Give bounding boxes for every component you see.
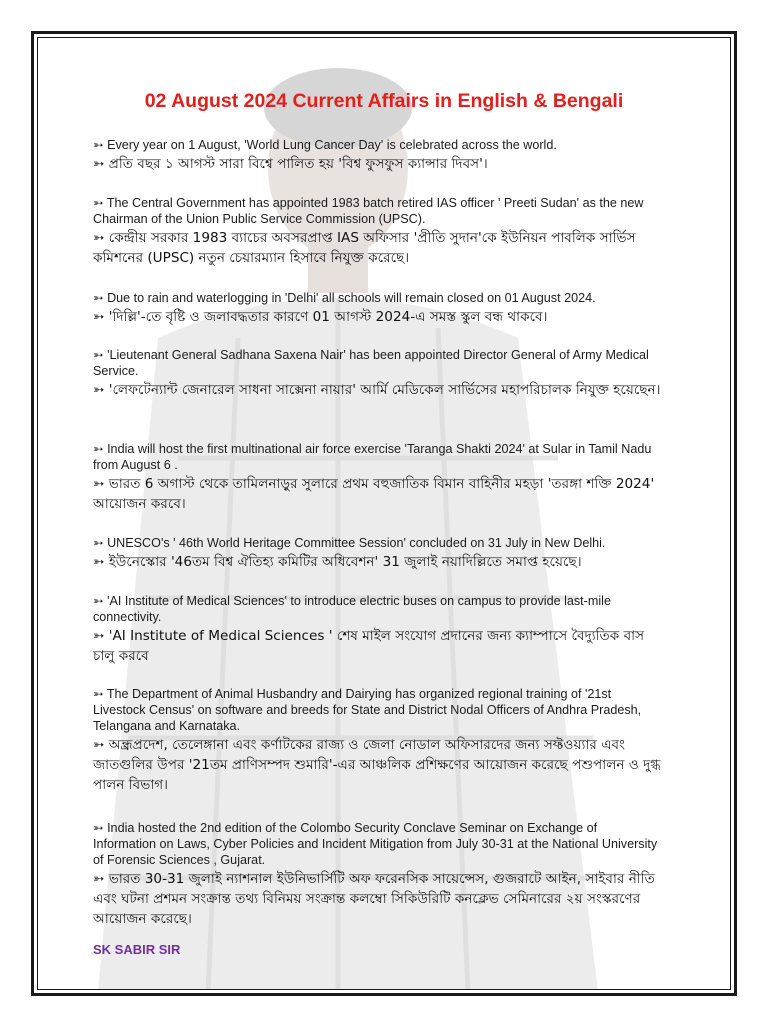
news-item-english [93,347,663,379]
news-item-2 [93,195,663,268]
news-item-bengali [93,154,663,174]
arrow-bullet-icon: ➳ [93,230,105,246]
arrow-bullet-icon: ➳ [93,195,104,210]
arrow-bullet-icon: ➳ [93,554,105,570]
arrow-bullet-icon: ➳ [93,309,105,325]
news-item-english [93,441,663,473]
english-text: 'Lieutenant General Sadhana Saxena Nair' has been appointed Director General of Army Medical Service. [93,348,649,378]
news-item-4 [93,347,663,400]
news-item-1 [93,137,663,174]
news-item-english [93,593,663,625]
news-item-english [93,686,663,734]
english-text: India hosted the 2nd edition of the Colombo Security Conclave Seminar on Exchange of Information on Laws, Cyber Policies and Incident Mitigation from July 30-31 at the National University of Forensic Sciences , Gujarat. [93,821,658,867]
english-text: Due to rain and waterlogging in 'Delhi' all schools will remain closed on 01 August 2024. [107,291,596,305]
news-item-bengali [93,380,663,400]
news-item-english [93,535,663,551]
arrow-bullet-icon: ➳ [93,737,105,753]
news-item-bengali [93,552,663,572]
bengali-text: 'দিল্লি'-তে বৃষ্টি ও জলাবদ্ধতার কারণে 01 আগস্ট 2024-এ সমস্ত স্কুল বন্ধ থাকবে। [108,309,548,325]
arrow-bullet-icon: ➳ [93,290,104,305]
bengali-text: প্রতি বছর ১ আগস্ট সারা বিশ্বে পালিত হয় 'বিশ্ব ফুসফুস ক্যান্সার দিবস'। [108,156,488,172]
bengali-text: ভারত 6 অগাস্ট থেকে তামিলনাড়ুর সুলারে প্রথম বহুজাতিক বিমান বাহিনীর মহড়া 'তরঙ্গা শক্তি 2024' আয়োজন করবে। [93,476,655,512]
arrow-bullet-icon: ➳ [93,137,104,152]
news-item-bengali [93,869,663,929]
bengali-text: কেন্দ্রীয় সরকার 1983 ব্যাচের অবসরপ্রাপ্ত IAS অফিসার 'প্রীতি সুদান'কে ইউনিয়ন পাবলিক সার্ভিস কমিশনের (UPSC) নতুন চেয়ারম্যান হিসাবে নিযুক্ত করেছে। [93,230,636,266]
news-item-bengali [93,735,663,795]
news-item-english [93,137,663,153]
news-item-english [93,290,663,306]
news-item-english [93,820,663,868]
bengali-text: ভারত 30-31 জুলাই ন্যাশনাল ইউনিভার্সিটি অফ ফরেনসিক সায়েন্সেস, গুজরাটে আইন, সাইবার নীতি এবং ঘটনা প্রশমন সংক্রান্ত তথ্য বিনিময় সংক্রান্ত কলম্বো সিকিউরিটি কনক্লেভ সেমিনারের ২য় সংস্করণের আয়োজন করেছে। [93,871,655,927]
news-item-bengali [93,228,663,268]
arrow-bullet-icon: ➳ [93,441,104,456]
english-text: India will host the first multinational air force exercise 'Taranga Shakti 2024' at Sular in Tamil Nadu from August 6 . [93,442,652,472]
arrow-bullet-icon: ➳ [93,476,105,492]
news-item-7 [93,593,663,666]
news-item-5 [93,441,663,514]
page-title: 02 August 2024 Current Affairs in English & Bengali [144,90,624,112]
author-signature: SK SABIR SIR [93,942,181,957]
english-text: The Department of Animal Husbandry and Dairying has organized regional training of '21st Livestock Census' on software and breeds for State and District Nodal Officers of Andhra Pradesh, Telangana and Karnataka. [93,687,642,733]
news-item-english [93,195,663,227]
bengali-text: ইউনেস্কোর '46তম বিশ্ব ঐতিহ্য কমিটির অধিবেশন' 31 জুলাই নয়াদিল্লিতে সমাপ্ত হয়েছে। [108,554,582,570]
arrow-bullet-icon: ➳ [93,820,104,835]
english-text: The Central Government has appointed 1983 batch retired IAS officer ' Preeti Sudan' as the new Chairman of the Union Public Service Commission (UPSC). [93,196,644,226]
english-text: UNESCO's ' 46th World Heritage Committee Session' concluded on 31 July in New Delhi. [107,536,606,550]
bengali-text: অন্ধ্রপ্রদেশ, তেলেঙ্গানা এবং কর্ণাটকের রাজ্য ও জেলা নোডাল অফিসারদের জন্য সফ্টওয়্যার এবং জাতগুলির উপর '21তম প্রাণিসম্পদ শুমারি'-এর আঞ্চলিক প্রশিক্ষণের আয়োজন করেছে পশুপালন ও দুগ্ধ পালন বিভাগ। [93,737,661,793]
arrow-bullet-icon: ➳ [93,347,104,362]
english-text: 'AI Institute of Medical Sciences' to introduce electric buses on campus to provide last-mile connectivity. [93,594,611,624]
arrow-bullet-icon: ➳ [93,686,104,701]
news-item-3 [93,290,663,327]
bengali-text: 'লেফটেন্যান্ট জেনারেল সাধনা সাক্সেনা নায়ার' আর্মি মেডিকেল সার্ভিসের মহাপরিচালক নিযুক্ত হয়েছেন। [108,382,661,398]
arrow-bullet-icon: ➳ [93,871,105,887]
news-item-9 [93,820,663,929]
arrow-bullet-icon: ➳ [93,628,105,644]
arrow-bullet-icon: ➳ [93,593,104,608]
news-item-bengali [93,474,663,514]
arrow-bullet-icon: ➳ [93,535,104,550]
news-item-bengali [93,307,663,327]
english-text: Every year on 1 August, 'World Lung Cancer Day' is celebrated across the world. [107,138,557,152]
news-item-8 [93,686,663,795]
news-item-6 [93,535,663,572]
news-item-bengali [93,626,663,666]
arrow-bullet-icon: ➳ [93,156,105,172]
bengali-text: 'AI Institute of Medical Sciences ' শেষ মাইল সংযোগ প্রদানের জন্য ক্যাম্পাসে বৈদ্যুতিক বাস চালু করবে [93,628,645,664]
arrow-bullet-icon: ➳ [93,382,105,398]
